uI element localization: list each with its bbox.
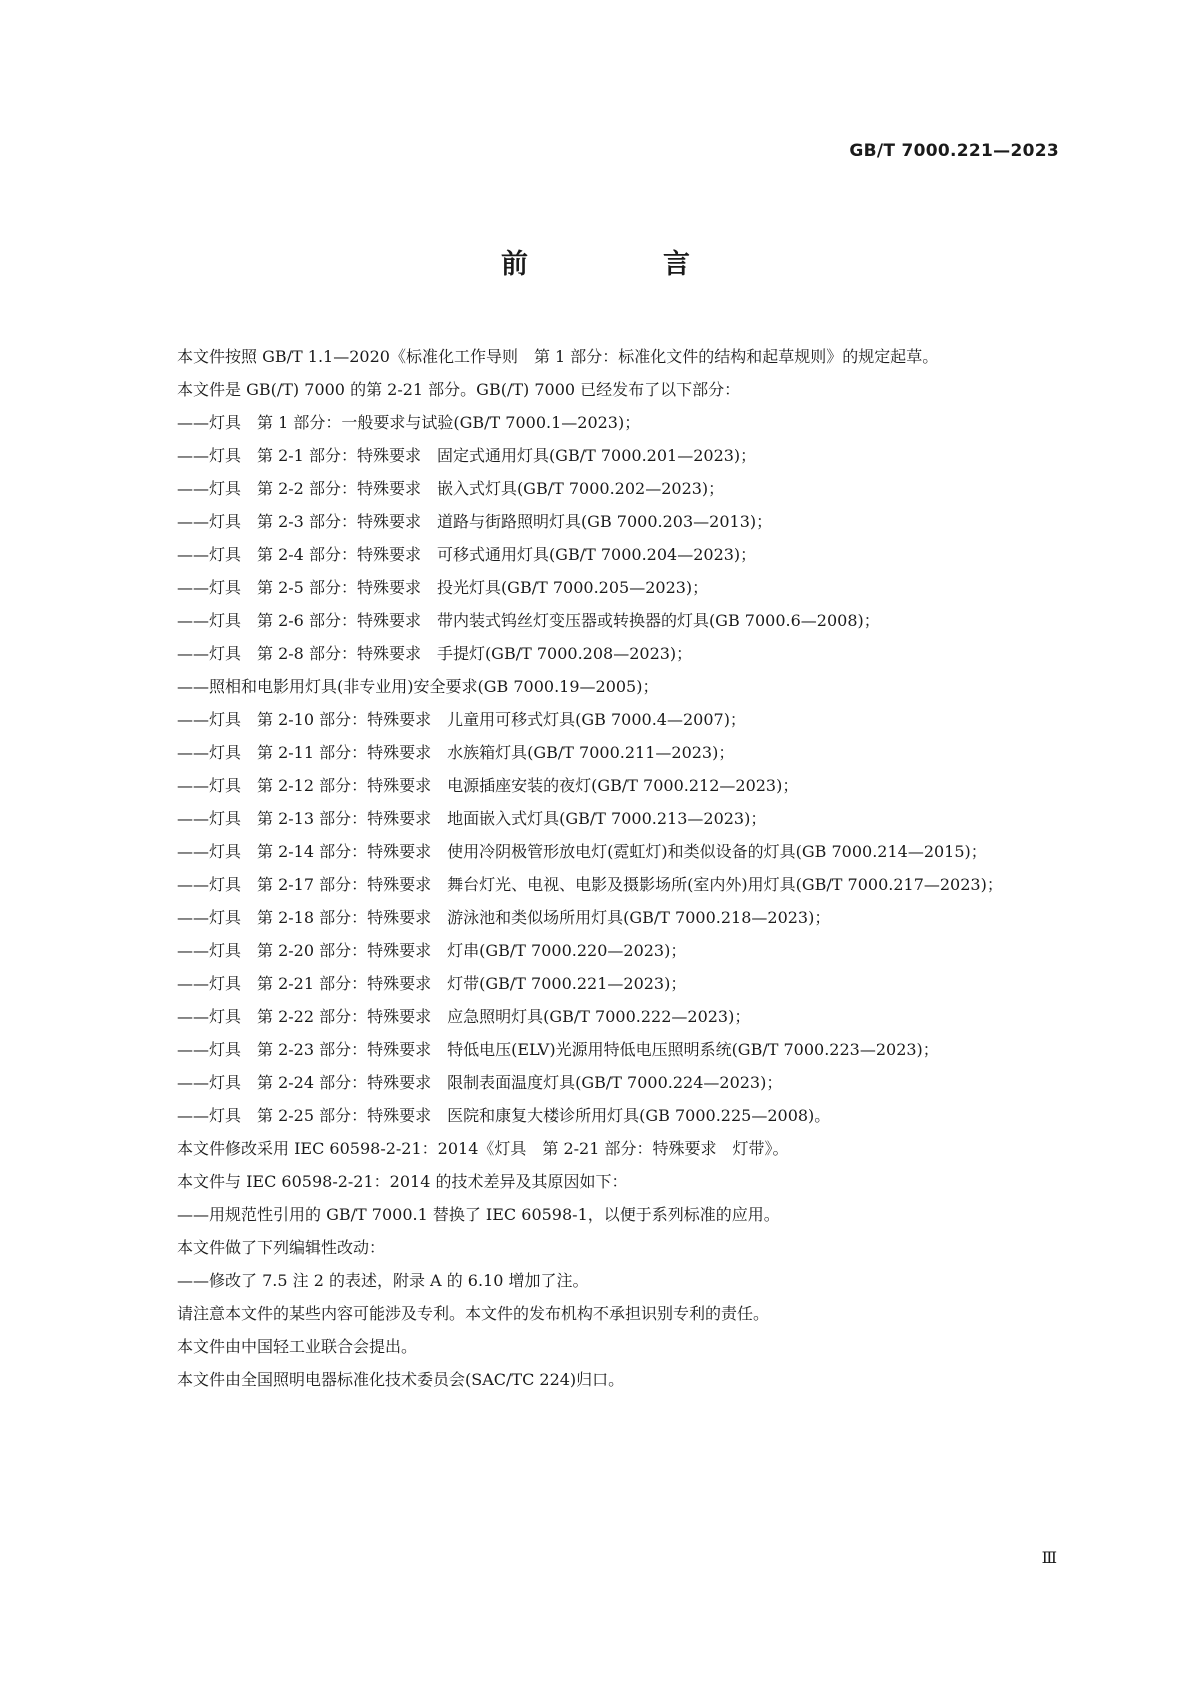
list-item: ——灯具 第 2-5 部分：特殊要求 投光灯具(GB/T 7000.205—2023)； <box>177 578 709 597</box>
technical-difference-item: ——用规范性引用的 GB/T 7000.1 替换了 IEC 60598-1，以便于系列标准的应用。 <box>177 1205 780 1224</box>
editorial-changes-intro: 本文件做了下列编辑性改动： <box>177 1238 386 1257</box>
list-item: ——灯具 第 2-6 部分：特殊要求 带内装式钨丝灯变压器或转换器的灯具(GB 7000.6—2008)； <box>177 611 880 630</box>
list-item: ——灯具 第 2-22 部分：特殊要求 应急照明灯具(GB/T 7000.222—2023)； <box>177 1007 751 1026</box>
list-item: ——灯具 第 2-10 部分：特殊要求 儿童用可移式灯具(GB 7000.4—2007)； <box>177 710 746 729</box>
page-number: Ⅲ <box>1041 1548 1057 1567</box>
patent-notice: 请注意本文件的某些内容可能涉及专利。本文件的发布机构不承担识别专利的责任。 <box>177 1304 770 1323</box>
list-item: ——灯具 第 2-2 部分：特殊要求 嵌入式灯具(GB/T 7000.202—2023)； <box>177 479 725 498</box>
custodian-statement: 本文件由全国照明电器标准化技术委员会(SAC/TC 224)归口。 <box>177 1370 625 1389</box>
foreword-body <box>143 340 1060 1396</box>
list-item: ——照相和电影用灯具(非专业用)安全要求(GB 7000.19—2005)； <box>177 677 659 696</box>
published-parts-list <box>143 406 1060 1132</box>
list-item: ——灯具 第 2-12 部分：特殊要求 电源插座安装的夜灯(GB/T 7000.212—2023)； <box>177 776 799 795</box>
list-item: ——灯具 第 2-21 部分：特殊要求 灯带(GB/T 7000.221—2023)； <box>177 974 687 993</box>
list-item: ——灯具 第 2-24 部分：特殊要求 限制表面温度灯具(GB/T 7000.224—2023)； <box>177 1073 783 1092</box>
list-item: ——灯具 第 2-14 部分：特殊要求 使用冷阴极管形放电灯(霓虹灯)和类似设备的灯具(GB 7000.214—2015)； <box>177 842 987 861</box>
standard-code: GB/T 7000.221—2023 <box>849 141 1059 161</box>
list-item: ——灯具 第 2-3 部分：特殊要求 道路与街路照明灯具(GB 7000.203—2013)； <box>177 512 773 531</box>
list-item: ——灯具 第 2-8 部分：特殊要求 手提灯(GB/T 7000.208—2023)； <box>177 644 693 663</box>
proposer-statement: 本文件由中国轻工业联合会提出。 <box>177 1337 418 1356</box>
editorial-change-item: ——修改了 7.5 注 2 的表述，附录 A 的 6.10 增加了注。 <box>177 1271 589 1290</box>
list-item: ——灯具 第 2-17 部分：特殊要求 舞台灯光、电视、电影及摄影场所(室内外)用灯具(GB/T 7000.217—2023)； <box>177 875 1003 894</box>
list-item: ——灯具 第 2-25 部分：特殊要求 医院和康复大楼诊所用灯具(GB 7000.225—2008)。 <box>177 1106 831 1125</box>
list-item: ——灯具 第 2-11 部分：特殊要求 水族箱灯具(GB/T 7000.211—2023)； <box>177 743 735 762</box>
series-paragraph: 本文件是 GB(/T) 7000 的第 2-21 部分。GB(/T) 7000 已经发布了以下部分： <box>177 380 741 399</box>
list-item: ——灯具 第 2-4 部分：特殊要求 可移式通用灯具(GB/T 7000.204—2023)； <box>177 545 757 564</box>
adoption-statement: 本文件修改采用 IEC 60598-2-21：2014《灯具 第 2-21 部分：特殊要求 灯带》。 <box>177 1139 789 1158</box>
technical-differences-intro: 本文件与 IEC 60598-2-21：2014 的技术差异及其原因如下： <box>177 1172 628 1191</box>
list-item: ——灯具 第 2-1 部分：特殊要求 固定式通用灯具(GB/T 7000.201—2023)； <box>177 446 757 465</box>
list-item: ——灯具 第 2-20 部分：特殊要求 灯串(GB/T 7000.220—2023)； <box>177 941 687 960</box>
page-title: 前 言 <box>501 249 744 280</box>
list-item: ——灯具 第 2-23 部分：特殊要求 特低电压(ELV)光源用特低电压照明系统(GB/T 7000.223—2023)； <box>177 1040 939 1059</box>
list-item: ——灯具 第 2-18 部分：特殊要求 游泳池和类似场所用灯具(GB/T 7000.218—2023)； <box>177 908 831 927</box>
list-item: ——灯具 第 1 部分：一般要求与试验(GB/T 7000.1—2023)； <box>177 413 641 432</box>
list-item: ——灯具 第 2-13 部分：特殊要求 地面嵌入式灯具(GB/T 7000.213—2023)； <box>177 809 767 828</box>
drafting-paragraph: 本文件按照 GB/T 1.1—2020《标准化工作导则 第 1 部分：标准化文件的结构和起草规则》的规定起草。 <box>177 347 939 366</box>
